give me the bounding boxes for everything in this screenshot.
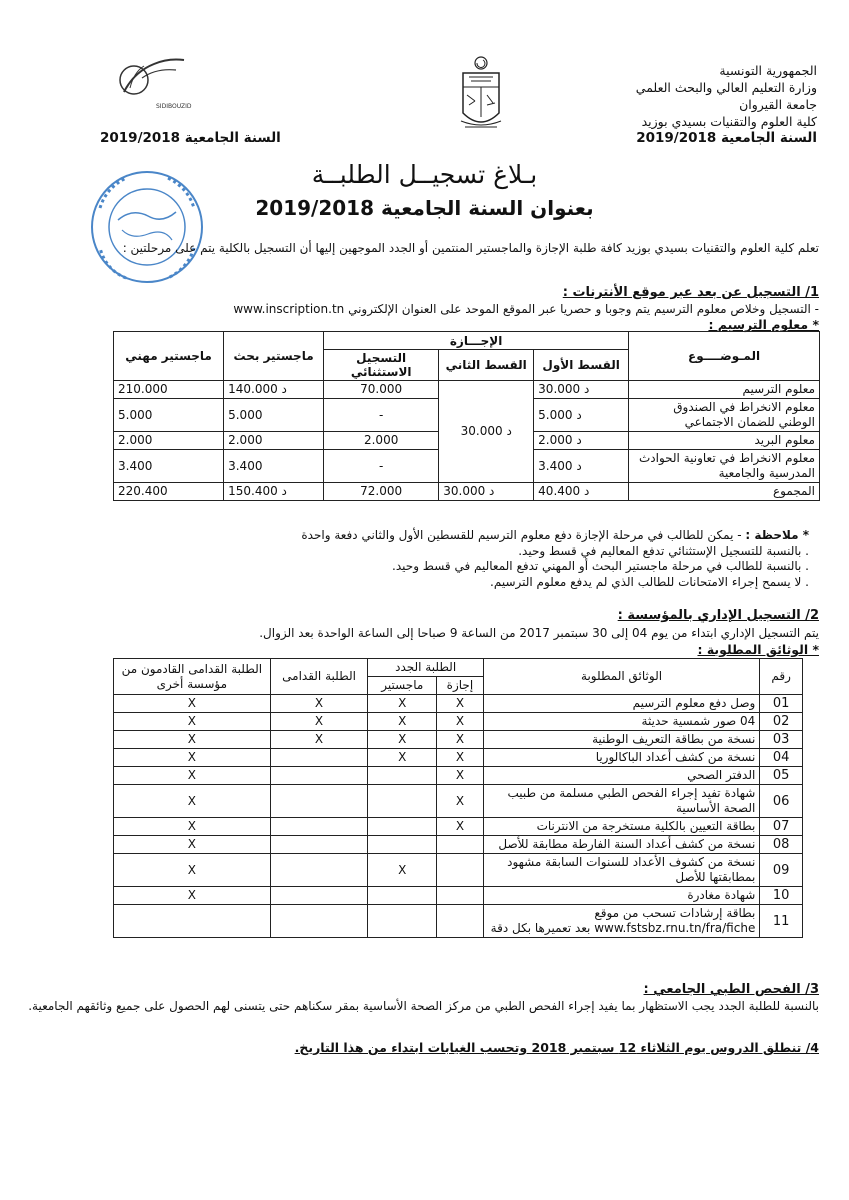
docs-cell-license <box>437 836 484 854</box>
section-1-text: - التسجيل وخلاص معلوم الترسيم يتم وجوبا و حصريا عبر الموقع الموحد على العنوان الإلكتروني www.inscription.tn <box>233 302 819 316</box>
fees-cell-subject: معلوم الترسيم <box>629 381 820 399</box>
section-2-title: 2/ التسجيل الإداري بالمؤسسة : <box>617 608 819 623</box>
docs-header-new: الطلبة الجدد <box>368 659 483 677</box>
docs-cell-doc: نسخة من كشوف الأعداد للسنوات السابقة مشهود بمطابقتها للأصل <box>483 854 760 887</box>
documents-table <box>113 658 803 938</box>
docs-cell-doc: بطاقة إرشادات تسحب من موقع www.fstsbz.rnu.tn/fra/fiche بعد تعميرها بكل دقة <box>483 905 760 938</box>
fees-cell-subject: معلوم الانخراط في الصندوق الوطني للضمان الاجتماعي <box>629 399 820 432</box>
docs-cell-transfer: X <box>114 767 271 785</box>
fees-cell-first: 5.000 د <box>534 399 629 432</box>
docs-cell-num: 03 <box>760 731 803 749</box>
fees-cell-second-merged: 30.000 د <box>439 381 534 483</box>
section-3-text: بالنسبة للطلبة الجدد يجب الاستظهار بما يفيد إجراء الفحص الطبي من مركز الصحة الأساسية بمقر سكناهم حتى يتسنى لهم الحصول على جميع وثائقهم الجامعية. <box>28 999 819 1013</box>
fees-header-research: ماجستير بحث <box>224 332 324 381</box>
docs-cell-num: 05 <box>760 767 803 785</box>
docs-cell-old <box>270 749 368 767</box>
docs-cell-doc: الدفتر الصحي <box>483 767 760 785</box>
academic-year-right: السنة الجامعية 2019/2018 <box>636 130 817 146</box>
docs-cell-old <box>270 767 368 785</box>
docs-cell-transfer: X <box>114 695 271 713</box>
university-name: جامعة القيروان <box>739 97 817 112</box>
documents-row <box>114 713 803 731</box>
fees-table <box>113 331 820 501</box>
fees-cell-first: 3.400 د <box>534 450 629 483</box>
fees-cell-first: 30.000 د <box>534 381 629 399</box>
fees-cell-subject: معلوم البريد <box>629 432 820 450</box>
coat-of-arms-icon <box>455 55 507 140</box>
docs-cell-master: X <box>368 854 437 887</box>
fees-cell-research: 2.000 <box>224 432 324 450</box>
docs-header-master: ماجستير <box>368 677 437 695</box>
fees-cell-exceptional: - <box>324 399 439 432</box>
fees-row <box>114 381 820 399</box>
fees-cell-exceptional: 72.000 <box>324 483 439 501</box>
docs-cell-master <box>368 785 437 818</box>
documents-row <box>114 731 803 749</box>
docs-cell-master: X <box>368 731 437 749</box>
documents-label: * الوثائق المطلوبة : <box>697 642 819 657</box>
docs-cell-master: X <box>368 713 437 731</box>
docs-header-old: الطلبة القدامى <box>270 659 368 695</box>
docs-cell-license <box>437 905 484 938</box>
header-block <box>567 62 817 130</box>
fees-cell-first: 2.000 د <box>534 432 629 450</box>
docs-cell-old <box>270 887 368 905</box>
fees-cell-professional: 5.000 <box>114 399 224 432</box>
docs-header-num: رقم <box>760 659 803 695</box>
docs-cell-transfer: X <box>114 836 271 854</box>
fees-cell-research: 150.400 د <box>224 483 324 501</box>
fees-cell-professional: 3.400 <box>114 450 224 483</box>
fees-cell-exceptional: - <box>324 450 439 483</box>
docs-cell-master: X <box>368 695 437 713</box>
docs-cell-license: X <box>437 749 484 767</box>
fees-cell-professional: 220.400 <box>114 483 224 501</box>
documents-row <box>114 836 803 854</box>
docs-cell-num: 01 <box>760 695 803 713</box>
docs-cell-doc: شهادة تفيد إجراء الفحص الطبي مسلمة من طبيب الصحة الأساسية <box>483 785 760 818</box>
docs-cell-transfer: X <box>114 854 271 887</box>
docs-cell-num: 11 <box>760 905 803 938</box>
fees-cell-subject: المجموع <box>629 483 820 501</box>
docs-cell-license: X <box>437 731 484 749</box>
fees-total-row <box>114 483 820 501</box>
docs-cell-num: 06 <box>760 785 803 818</box>
docs-cell-transfer: X <box>114 731 271 749</box>
docs-cell-license <box>437 854 484 887</box>
notes-label: * ملاحظة : <box>745 528 809 542</box>
docs-cell-old <box>270 785 368 818</box>
fees-cell-second: 30.000 د <box>439 483 534 501</box>
faculty-logo-icon <box>112 48 197 118</box>
docs-cell-master <box>368 818 437 836</box>
docs-cell-doc: وصل دفع معلوم الترسيم <box>483 695 760 713</box>
section-3-title: 3/ الفحص الطبي الجامعي : <box>643 982 819 997</box>
docs-cell-old <box>270 836 368 854</box>
docs-cell-transfer <box>114 905 271 938</box>
docs-cell-transfer: X <box>114 785 271 818</box>
docs-cell-num: 10 <box>760 887 803 905</box>
faculty-name: كلية العلوم والتقنيات بسيدي بوزيد <box>641 114 817 129</box>
docs-cell-master <box>368 836 437 854</box>
docs-cell-transfer: X <box>114 887 271 905</box>
docs-cell-master <box>368 767 437 785</box>
docs-cell-old <box>270 905 368 938</box>
docs-cell-num: 09 <box>760 854 803 887</box>
docs-cell-master <box>368 905 437 938</box>
fees-header-exceptional: التسجيل الاستثنائي <box>324 350 439 381</box>
docs-header-doc: الوثائق المطلوبة <box>483 659 760 695</box>
docs-cell-num: 04 <box>760 749 803 767</box>
fees-cell-research: 3.400 <box>224 450 324 483</box>
docs-cell-doc: نسخة من كشف أعداد السنة الفارطة مطابقة للأصل <box>483 836 760 854</box>
docs-cell-old: X <box>270 713 368 731</box>
docs-cell-old: X <box>270 731 368 749</box>
academic-year-left: 2019/2018 السنة الجامعية <box>100 130 281 146</box>
documents-row <box>114 749 803 767</box>
docs-cell-license: X <box>437 713 484 731</box>
section-1-title: 1/ التسجيل عن بعد عبر موقع الأنترنات : <box>562 285 819 300</box>
docs-cell-old: X <box>270 695 368 713</box>
notes-block <box>109 528 809 590</box>
fees-cell-research: 140.000 د <box>224 381 324 399</box>
docs-cell-doc: 04 صور شمسية حديثة <box>483 713 760 731</box>
docs-cell-transfer: X <box>114 713 271 731</box>
docs-cell-num: 08 <box>760 836 803 854</box>
fees-header-second: القسط الثاني <box>439 350 534 381</box>
docs-cell-doc: شهادة مغادرة <box>483 887 760 905</box>
fees-cell-research: 5.000 <box>224 399 324 432</box>
documents-row <box>114 695 803 713</box>
intro-paragraph: تعلم كلية العلوم والتقنيات بسيدي بوزيد كافة طلبة الإجازة والماجستير المنتمين أو الجدد الموجهين إليها أن التسجيل بالكلية يتم على مرحلتين : <box>122 241 819 255</box>
page-subtitle: بعنوان السنة الجامعية 2019/2018 <box>255 196 594 220</box>
note-line: * ملاحظة : - يمكن للطالب في مرحلة الإجازة دفع معلوم الترسيم للقسطين الأول والثاني دفعة واحدة <box>301 528 809 542</box>
fees-cell-subject: معلوم الانخراط في تعاونية الحوادث المدرسية والجامعية <box>629 450 820 483</box>
fees-header-first: القسط الأول <box>534 350 629 381</box>
docs-cell-old <box>270 818 368 836</box>
ministry-name: وزارة التعليم العالي والبحث العلمي <box>635 80 817 95</box>
docs-cell-master: X <box>368 749 437 767</box>
fees-cell-exceptional: 70.000 <box>324 381 439 399</box>
fees-label: * معلوم الترسيم : <box>708 317 819 332</box>
docs-cell-license: X <box>437 767 484 785</box>
docs-header-transfer: الطلبة القدامى القادمون من مؤسسة أخرى <box>114 659 271 695</box>
docs-cell-transfer: X <box>114 749 271 767</box>
page-title: بـلاغ تسجيــل الطلبــة <box>311 160 538 189</box>
docs-cell-num: 07 <box>760 818 803 836</box>
docs-cell-num: 02 <box>760 713 803 731</box>
fees-cell-professional: 210.000 <box>114 381 224 399</box>
fees-cell-exceptional: 2.000 <box>324 432 439 450</box>
docs-cell-license: X <box>437 818 484 836</box>
note-line: . لا يسمح إجراء الامتحانات للطالب الذي لم يدفع معلوم الترسيم. <box>490 574 809 589</box>
docs-header-license: إجازة <box>437 677 484 695</box>
docs-cell-old <box>270 854 368 887</box>
docs-cell-license <box>437 887 484 905</box>
section-2-text: يتم التسجيل الإداري ابتداء من يوم 04 إلى 30 سبتمبر 2017 من الساعة 9 صباحا إلى الساعة الواحدة بعد الزوال. <box>259 626 819 640</box>
section-4-title: 4/ تنطلق الدروس يوم الثلاثاء 12 سبتمبر 2018 وتحسب الغيابات ابتداء من هذا التاريخ. <box>294 1040 819 1055</box>
docs-cell-master <box>368 887 437 905</box>
fees-header-subject: المـوضــــوع <box>629 332 820 381</box>
fees-cell-professional: 2.000 <box>114 432 224 450</box>
docs-cell-doc: بطاقة التعيين بالكلية مستخرجة من الانترنات <box>483 818 760 836</box>
docs-cell-license: X <box>437 785 484 818</box>
fees-header-license: الإجـــازة <box>324 332 629 350</box>
country-name: الجمهورية التونسية <box>719 63 817 78</box>
docs-cell-transfer: X <box>114 818 271 836</box>
documents-row <box>114 818 803 836</box>
docs-cell-doc: نسخة من بطاقة التعريف الوطنية <box>483 731 760 749</box>
documents-row <box>114 905 803 938</box>
fees-header-professional: ماجستير مهني <box>114 332 224 381</box>
documents-row <box>114 854 803 887</box>
documents-row <box>114 887 803 905</box>
docs-cell-doc: نسخة من كشف أعداد الباكالوريا <box>483 749 760 767</box>
note-line: . بالنسبة للطالب في مرحلة ماجستير البحث أو المهني تدفع المعاليم في قسط وحيد. <box>392 559 809 573</box>
fees-cell-first: 40.400 د <box>534 483 629 501</box>
docs-cell-license: X <box>437 695 484 713</box>
documents-row <box>114 767 803 785</box>
logo-text: SIDIBOUZID <box>156 103 192 110</box>
note-line: . بالنسبة للتسجيل الإستثنائي تدفع المعاليم في قسط وحيد. <box>518 543 809 558</box>
documents-row <box>114 785 803 818</box>
